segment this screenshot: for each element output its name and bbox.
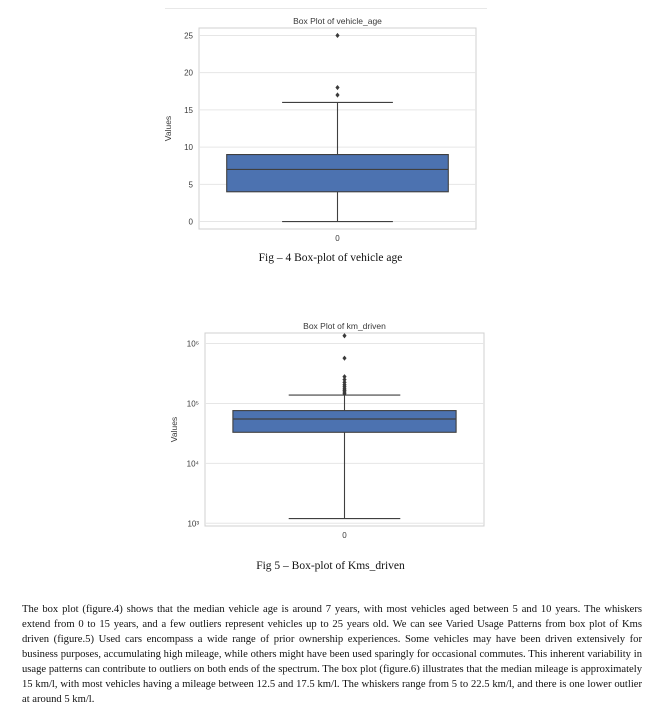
vehicle-age-title: Box Plot of vehicle_age — [293, 16, 382, 26]
km-driven-ytick-label: 10⁴ — [186, 459, 199, 469]
km-driven-ylabel: Values — [169, 416, 179, 443]
vehicle-age-ytick-label: 25 — [184, 31, 193, 41]
figure-5-caption: Fig 5 – Box-plot of Kms_driven — [256, 560, 405, 572]
km-driven-iqr-box — [233, 411, 456, 433]
km-driven-ytick-label: 10⁶ — [186, 339, 199, 349]
body-paragraph: The box plot (figure.4) shows that the median vehicle age is around 7 years, with most vehicles aged between 5 and 10 years. The whiskers extend from 0 to 15 years, and a few outliers represent vehicles up to 25 years old. We can see Varied Usage Patterns from box plot of Kms driven (figure.5) Used cars encompass a wide range of prior ownership experiences. Some vehicles may have been driven extensively for business purposes, accumulating high mileage, while others might have been used sparingly for occasional commutes. This inherent variability in usage patterns can contribute to outliers on both ends of the spectrum. The box plot (figure.6) illustrates that the median mileage is approximately 15 km/l, with most vehicles having a mileage between 12.5 and 17.5 km/l. The whiskers range from 5 to 22.5 km/l, and there is one lower outlier at around 5 km/l. — [22, 604, 642, 705]
vehicle-age-ylabel: Values — [163, 115, 173, 142]
vehicle-age-ytick-label: 0 — [188, 217, 193, 227]
km-driven-ytick-label: 10³ — [187, 519, 199, 529]
vehicle-age-ytick-label: 20 — [184, 68, 193, 78]
vehicle-age-ytick-label: 15 — [184, 105, 193, 115]
km-driven-title: Box Plot of km_driven — [303, 321, 386, 331]
vehicle-age-xtick-label: 0 — [335, 234, 340, 243]
km-driven-ytick-label: 10⁵ — [186, 399, 199, 409]
vehicle-age-ytick-label: 10 — [184, 143, 193, 153]
vehicle-age-ytick-label: 5 — [188, 180, 193, 190]
figure-4-caption: Fig – 4 Box-plot of vehicle age — [258, 252, 403, 264]
km-driven-xtick-label: 0 — [342, 531, 347, 540]
